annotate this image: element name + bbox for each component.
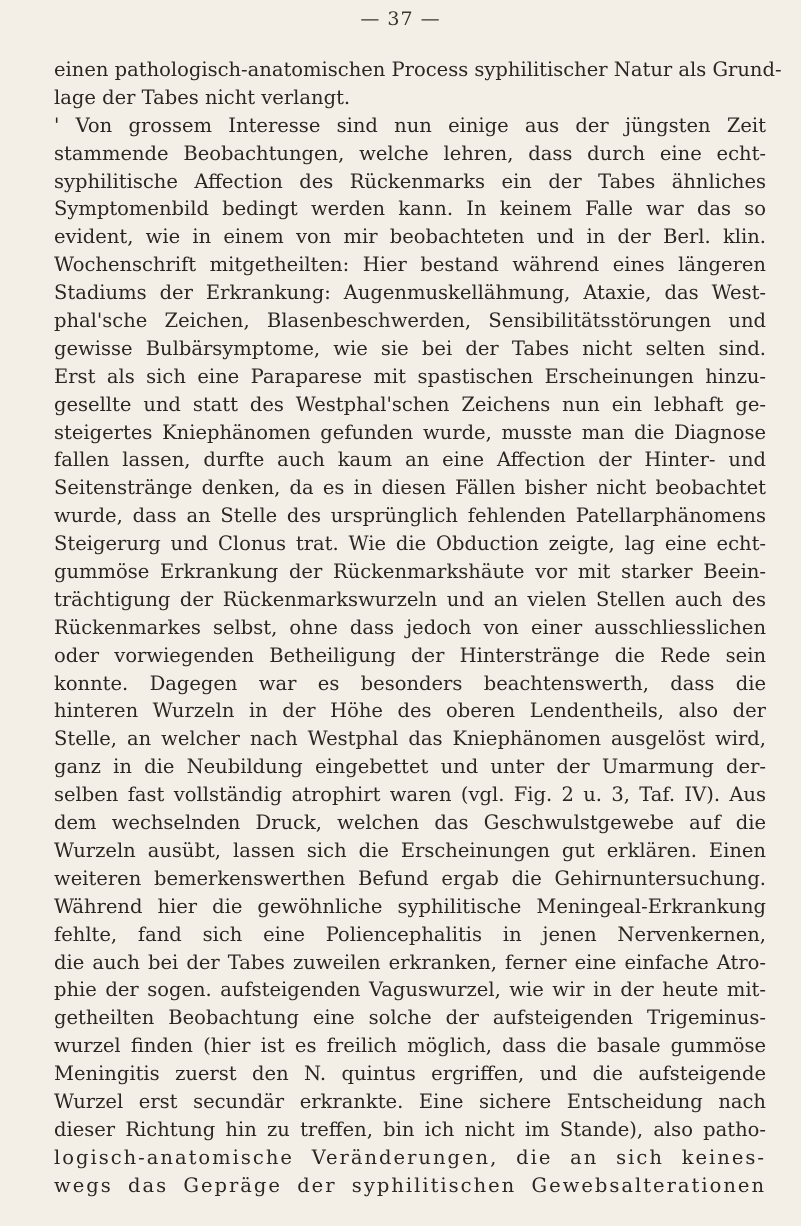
text-line: dem wechselnden Druck, welchen das Geschwulstgewebe auf die — [54, 811, 766, 835]
text-line: wegs das Gepräge der syphilitischen Gewebsalterationen — [54, 1173, 766, 1197]
text-line: Erst als sich eine Paraparese mit spastischen Erscheinungen hinzu- — [54, 364, 766, 388]
text-line: stammende Beobachtungen, welche lehren, dass durch eine echt- — [54, 141, 766, 165]
text-line: Wurzeln ausübt, lassen sich die Erscheinungen gut erklären. Einen — [54, 838, 766, 862]
text-line: gesellte und statt des Westphal'schen Zeichens nun ein lebhaft ge- — [54, 392, 766, 416]
text-line: Wurzel erst secundär erkrankte. Eine sichere Entscheidung nach — [54, 1089, 766, 1113]
text-line: lage der Tabes nicht verlangt. — [54, 85, 351, 109]
text-line: oder vorwiegenden Betheiligung der Hinterstränge die Rede sein — [54, 643, 766, 667]
text-line: wurde, dass an Stelle des ursprünglich fehlenden Patellarphänomens — [54, 504, 766, 528]
text-line: Stadiums der Erkrankung: Augenmuskellähmung, Ataxie, das West- — [54, 281, 766, 305]
text-line: Seitenstränge denken, da es in diesen Fällen bisher nicht beobachtet — [54, 476, 766, 500]
text-line: phal'sche Zeichen, Blasenbeschwerden, Sensibilitätsstörungen und — [54, 309, 766, 333]
text-line: fehlte, fand sich eine Poliencephalitis in jenen Nervenkernen, — [54, 922, 766, 946]
text-line: Steigerurg und Clonus trat. Wie die Obduction zeigte, lag eine echt- — [54, 532, 766, 556]
page-number: — 37 — — [360, 8, 441, 30]
text-line: Rückenmarkes selbst, ohne dass jedoch von einer ausschliesslichen — [54, 615, 766, 639]
text-line: die auch bei der Tabes zuweilen erkranken, ferner eine einfache Atro- — [54, 950, 766, 974]
text-line: gummöse Erkrankung der Rückenmarkshäute vor mit starker Beein- — [54, 560, 766, 584]
text-line: Stelle, an welcher nach Westphal das Kniephänomen ausgelöst wird, — [54, 727, 766, 751]
text-line: Während hier die gewöhnliche syphilitische Meningeal-Erkrankung — [54, 894, 766, 918]
text-line: konnte. Dagegen war es besonders beachtenswerth, dass die — [54, 671, 766, 695]
text-line: evident, wie in einem von mir beobachteten und in der Berl. klin. — [54, 225, 766, 249]
text-line: getheilten Beobachtung eine solche der aufsteigenden Trigeminus- — [54, 1006, 766, 1030]
text-line: ' Von grossem Interesse sind nun einige aus der jüngsten Zeit — [54, 113, 766, 137]
text-line: trächtigung der Rückenmarkswurzeln und an vielen Stellen auch des — [54, 587, 766, 611]
text-line: einen pathologisch-anatomischen Process syphilitischer Natur als Grund- — [54, 58, 782, 81]
text-line: Wochenschrift mitgetheilten: Hier bestand während eines längeren — [54, 253, 766, 277]
text-line: fallen lassen, durfte auch kaum an eine Affection der Hinter- und — [54, 448, 766, 472]
text-line: wurzel finden (hier ist es freilich möglich, dass die basale gummöse — [54, 1034, 766, 1058]
text-line: logisch-anatomische Veränderungen, die an sich keines- — [54, 1145, 766, 1169]
text-line: dieser Richtung hin zu treffen, bin ich nicht im Stande), also patho- — [54, 1117, 766, 1141]
text-line: gewisse Bulbärsymptome, wie sie bei der Tabes nicht selten sind. — [54, 336, 766, 360]
text-line: Meningitis zuerst den N. quintus ergriffen, und die aufsteigende — [54, 1062, 766, 1086]
text-line: phie der sogen. aufsteigenden Vaguswurzel, wie wir in der heute mit- — [54, 978, 766, 1002]
text-line: steigertes Kniephänomen gefunden wurde, musste man die Diagnose — [54, 420, 766, 444]
text-line: syphilitische Affection des Rückenmarks ein der Tabes ähnliches — [54, 169, 766, 193]
body-text — [54, 56, 782, 1200]
text-line: hinteren Wurzeln in der Höhe des oberen Lendentheils, also der — [54, 699, 766, 723]
text-line: ganz in die Neubildung eingebettet und unter der Umarmung der- — [54, 755, 766, 779]
text-line: weiteren bemerkenswerthen Befund ergab die Gehirnuntersuchung. — [54, 866, 766, 890]
text-line: Symptomenbild bedingt werden kann. In keinem Falle war das so — [54, 197, 766, 221]
text-line: selben fast vollständig atrophirt waren (vgl. Fig. 2 u. 3, Taf. IV). Aus — [54, 783, 766, 807]
